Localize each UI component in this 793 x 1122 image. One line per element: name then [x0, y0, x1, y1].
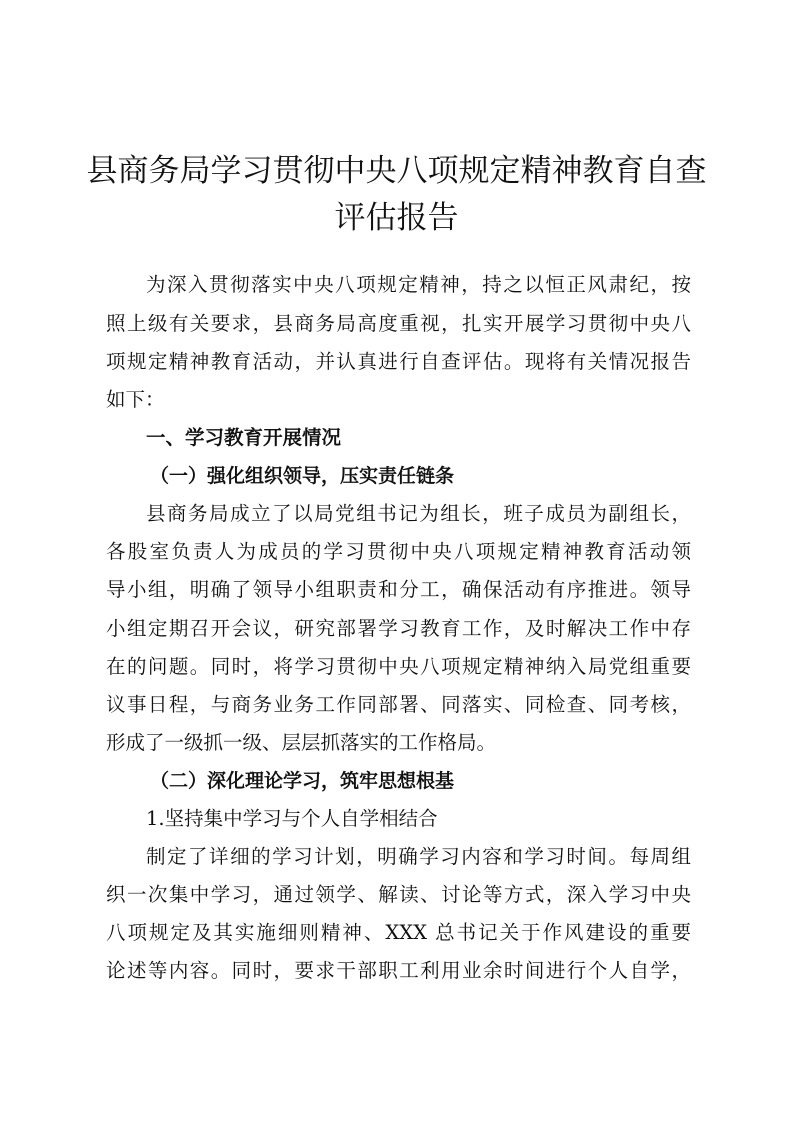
intro-paragraph-line: 如下： — [106, 388, 165, 411]
subsection-heading: （二）深化理论学习，筑牢思想根基 — [150, 770, 455, 792]
body-paragraph-line: 制定了详细的学习计划，明确学习内容和学习时间。每周组 — [146, 845, 691, 868]
body-paragraph-line: 各股室负责人为成员的学习贯彻中央八项规定精神教育活动领 — [106, 540, 691, 563]
section-heading: 一、学习教育开展情况 — [146, 426, 342, 449]
intro-paragraph-line: 为深入贯彻落实中央八项规定精神，持之以恒正风肃纪，按 — [146, 273, 691, 296]
body-paragraph-line: 导小组，明确了领导小组职责和分工，确保活动有序推进。领导 — [106, 578, 691, 601]
body-paragraph-line: 织一次集中学习，通过领学、解读、讨论等方式，深入学习中央 — [106, 883, 691, 906]
body-paragraph-line: 八项规定及其实施细则精神、XXX 总书记关于作风建设的重要 — [106, 921, 691, 944]
body-paragraph-line: 形成了一级抓一级、层层抓落实的工作格局。 — [106, 731, 497, 754]
item-heading: 1.坚持集中学习与个人自学相结合 — [146, 807, 438, 830]
document-title-line-1: 县商务局学习贯彻中央八项规定精神教育自查 — [86, 153, 707, 189]
subsection-heading: （一）强化组织领导，压实责任链条 — [150, 465, 455, 487]
body-paragraph-line: 小组定期召开会议，研究部署学习教育工作，及时解决工作中存 — [106, 617, 691, 640]
body-paragraph-line: 议事日程，与商务业务工作同部署、同落实、同检查、同考核， — [106, 693, 691, 716]
document-title-line-2: 评估报告 — [334, 200, 459, 236]
intro-paragraph-line: 照上级有关要求，县商务局高度重视，扎实开展学习贯彻中央八 — [106, 312, 691, 335]
body-paragraph-line: 在的问题。同时，将学习贯彻中央八项规定精神纳入局党组重要 — [106, 655, 691, 678]
body-paragraph-line: 县商务局成立了以局党组书记为组长，班子成员为副组长， — [146, 502, 691, 525]
body-paragraph-line: 论述等内容。同时，要求干部职工利用业余时间进行个人自学， — [106, 959, 691, 982]
intro-paragraph-line: 项规定精神教育活动，并认真进行自查评估。现将有关情况报告 — [106, 350, 691, 373]
